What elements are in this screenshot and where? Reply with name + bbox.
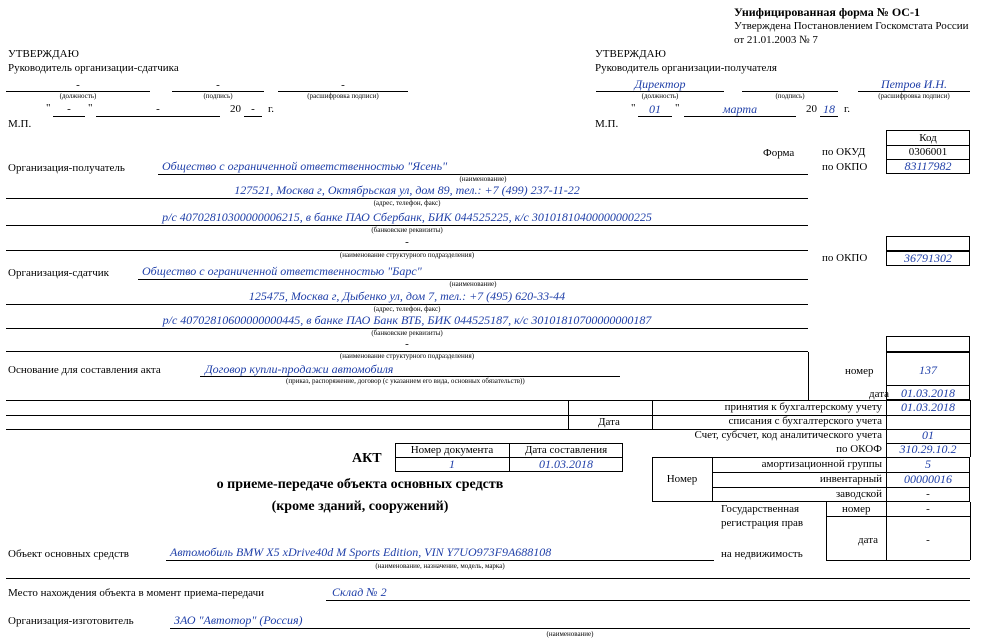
approve-left-mp: М.П. [8, 118, 32, 130]
approve-right-role: Руководитель организации-получателя [595, 62, 777, 74]
factory-label: заводской [835, 488, 882, 500]
sender-label: Организация-сдатчик [8, 267, 109, 279]
code-header: Код [919, 132, 937, 144]
approve-right-year: 18 [823, 102, 835, 116]
docnum-header: Номер документа [410, 444, 494, 456]
okof-label: по ОКОФ [836, 443, 882, 455]
receiver-address: 127521, Москва г, Октябрьская ул, дом 89, тел.: +7 (499) 237-11-22 [234, 183, 580, 197]
numbers-label: Номер [666, 473, 698, 485]
approve-left-caption-decoding: (расшифровка подписи) [307, 92, 379, 100]
approve-right-day: 01 [649, 102, 661, 116]
sender-division: - [405, 338, 409, 350]
reg-number-value: - [926, 503, 930, 515]
approve-left-role: Руководитель организации-сдатчика [8, 62, 179, 74]
dates-label: Дата [598, 416, 620, 428]
reg-number-label: номер [842, 503, 871, 515]
receiver-label: Организация-получатель [8, 162, 125, 174]
location-label: Место нахождения объекта в момент приема-передачи [8, 587, 265, 599]
basis-date-value: 01.03.2018 [901, 386, 955, 400]
writeoff-label: списания с бухгалтерского учета [728, 415, 882, 427]
approve-right-decoding: Петров И.Н. [880, 77, 948, 91]
basis-date-label: дата [869, 388, 890, 400]
sender-address: 125475, Москва г, Дыбенко ул, дом 7, тел.: +7 (495) 620-33-44 [248, 289, 566, 303]
approve-right-position: Директор [634, 77, 686, 91]
reg-date-value: - [926, 534, 930, 546]
basis-number-label: номер [845, 365, 874, 377]
reg-line-2: регистрация прав [721, 517, 804, 529]
sender-bank: р/с 40702810600000000445, в банке ПАО Банк ВТБ, БИК 044525187, к/с 30101810700000000187 [162, 313, 652, 327]
docdate-value: 01.03.2018 [539, 457, 593, 471]
object-value: Автомобиль BMW X5 xDrive40d M Sports Edition, VIN Y7UO973F9A688108 [170, 545, 552, 559]
approve-right-mp: М.П. [595, 118, 619, 130]
reg-date-label: дата [858, 534, 879, 546]
location-value: Склад № 2 [332, 585, 387, 599]
basis-value: Договор купли-продажи автомобиля [205, 362, 394, 376]
manufacturer-label: Организация-изготовитель [8, 615, 134, 627]
inventory-value: 00000016 [904, 472, 952, 486]
approve-right-caption-signature: (подпись) [775, 92, 805, 100]
approve-left-title: УТВЕРЖДАЮ [8, 48, 79, 60]
approve-right-caption-decoding: (расшифровка подписи) [878, 92, 950, 100]
reg-line-3: на недвижимость [721, 548, 803, 560]
accept-label: принятия к бухгалтерскому учету [724, 401, 882, 413]
accept-value: 01.03.2018 [901, 400, 955, 414]
okpo-sender-value: 36791302 [904, 251, 952, 265]
approve-left-decoding: - [341, 79, 345, 91]
okpo-receiver-label: по ОКПО [822, 161, 868, 173]
approve-left-day: - [67, 103, 71, 115]
receiver-name: Общество с ограниченной ответственностью "Ясень" [162, 159, 448, 173]
reg-line-1: Государственная [721, 503, 800, 515]
approve-left-month: - [156, 103, 160, 115]
approve-right-title: УТВЕРЖДАЮ [595, 48, 666, 60]
basis-label: Основание для составления акта [8, 364, 161, 376]
amort-value: 5 [925, 457, 931, 471]
approved-line-2: от 21.01.2003 № 7 [734, 34, 818, 46]
okpo-receiver-value: 83117982 [904, 159, 952, 173]
okof-value: 310.29.10.2 [899, 442, 957, 456]
amort-label: амортизационной группы [761, 458, 882, 470]
approve-right-month: марта [722, 102, 758, 116]
approve-left-caption-signature: (подпись) [203, 92, 233, 100]
form-title: Унифицированная форма № ОС-1 [734, 5, 920, 19]
inventory-label: инвентарный [819, 473, 882, 485]
basis-number-value: 137 [919, 363, 937, 377]
approve-left-year: - [251, 103, 255, 115]
okpo-sender-label: по ОКПО [822, 252, 868, 264]
act-title: АКТ [352, 451, 382, 466]
act-subtitle-1: о приеме-передаче объекта основных средств [216, 477, 504, 492]
act-subtitle-2: (кроме зданий, сооружений) [271, 499, 449, 514]
receiver-division: - [405, 236, 409, 248]
approve-left-position: - [76, 79, 80, 91]
approve-left-signature: - [216, 79, 220, 91]
manufacturer-value: ЗАО "Автотор" (Россия) [174, 613, 303, 627]
receiver-bank: р/с 40702810300000006215, в банке ПАО Сбербанк, БИК 044525225, к/с 30101810400000000225 [162, 210, 652, 224]
factory-value: - [926, 488, 930, 500]
docdate-header: Дата составления [524, 444, 608, 456]
account-label: Счет, субсчет, код аналитического учета [694, 429, 882, 441]
object-label: Объект основных средств [8, 548, 129, 560]
approve-left-caption-position: (должность) [59, 92, 97, 100]
sender-name: Общество с ограниченной ответственностью "Барс" [142, 264, 422, 278]
docnum-value: 1 [449, 457, 455, 471]
okud-value: 0306001 [908, 146, 948, 158]
approve-right-caption-position: (должность) [641, 92, 679, 100]
approved-line-1: Утверждена Постановлением Госкомстата России [734, 20, 969, 32]
account-value: 01 [922, 428, 934, 442]
okud-label: по ОКУД [822, 146, 866, 158]
forma-label: Форма [763, 147, 795, 159]
